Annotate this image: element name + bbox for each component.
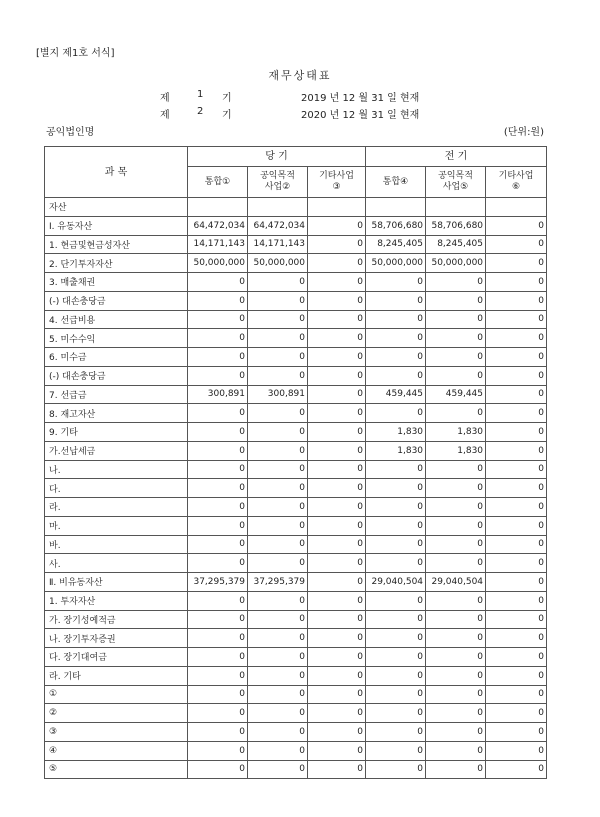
col-header-other-business-previous: 기타사업 ⑥ (486, 167, 547, 198)
row-label: (-) 대손충당금 (45, 291, 188, 310)
row-label: Ⅱ. 비유동자산 (45, 573, 188, 592)
cell-total-previous: 8,245,405 (366, 235, 426, 254)
cell-other-business-previous: 0 (486, 216, 547, 235)
cell-other-business-previous: 0 (486, 348, 547, 367)
row-label: 라. (45, 498, 188, 517)
cell-total-current: 14,171,143 (188, 235, 248, 254)
cell-public-purpose-previous: 0 (426, 648, 486, 667)
cell-other-business-current: 0 (308, 610, 366, 629)
cell-total-current: 0 (188, 554, 248, 573)
cell-total-current: 300,891 (188, 385, 248, 404)
cell-total-current: 0 (188, 648, 248, 667)
col-header-other-business-current: 기타사업 ③ (308, 167, 366, 198)
cell-other-business-current: 0 (308, 666, 366, 685)
cell-other-business-current: 0 (308, 310, 366, 329)
cell-public-purpose-current: 0 (248, 535, 308, 554)
cell-other-business-current: 0 (308, 460, 366, 479)
cell-other-business-current: 0 (308, 254, 366, 273)
cell-other-business-current: 0 (308, 629, 366, 648)
table-row (45, 479, 547, 498)
period-2-label: 제 (160, 110, 170, 121)
cell-other-business-current: 0 (308, 329, 366, 348)
row-label: Ⅰ. 유동자산 (45, 216, 188, 235)
cell-other-business-current: 0 (308, 498, 366, 517)
cell-public-purpose-current: 0 (248, 554, 308, 573)
cell-other-business-current: 0 (308, 366, 366, 385)
cell-other-business-current: 0 (308, 648, 366, 667)
table-row (45, 554, 547, 573)
cell-total-current: 0 (188, 423, 248, 442)
cell-public-purpose-previous: 0 (426, 610, 486, 629)
period-1-unit: 기 (222, 93, 232, 104)
cell-total-previous: 0 (366, 704, 426, 723)
row-label: 다. (45, 479, 188, 498)
table-row (45, 516, 547, 535)
cell-public-purpose-previous: 1,830 (426, 423, 486, 442)
cell-public-purpose-previous: 0 (426, 329, 486, 348)
cell-other-business-current: 0 (308, 216, 366, 235)
cell-other-business-current: 0 (308, 554, 366, 573)
table-row (45, 704, 547, 723)
cell-public-purpose-previous: 0 (426, 291, 486, 310)
cell-public-purpose-current: 0 (248, 460, 308, 479)
col-header-public-purpose-previous: 공익목적 사업⑤ (426, 167, 486, 198)
cell-total-previous: 0 (366, 348, 426, 367)
cell-public-purpose-current: 0 (248, 329, 308, 348)
cell-public-purpose-current: 0 (248, 629, 308, 648)
row-label: 사. (45, 554, 188, 573)
table-row (45, 666, 547, 685)
row-label: 바. (45, 535, 188, 554)
previous-period-header: 전 기 (366, 147, 547, 167)
cell-total-current: 0 (188, 535, 248, 554)
cell-total-current: 0 (188, 741, 248, 760)
cell-total-previous: 0 (366, 648, 426, 667)
cell-public-purpose-previous: 0 (426, 723, 486, 742)
cell-other-business-previous: 0 (486, 741, 547, 760)
cell-total-current: 0 (188, 460, 248, 479)
row-label: 1. 투자자산 (45, 591, 188, 610)
table-row (45, 441, 547, 460)
cell-other-business-previous: 0 (486, 704, 547, 723)
period-2-number: 2 (197, 106, 204, 117)
cell-public-purpose-previous: 50,000,000 (426, 254, 486, 273)
cell-total-previous (366, 198, 426, 217)
cell-public-purpose-previous: 0 (426, 498, 486, 517)
cell-other-business-previous: 0 (486, 460, 547, 479)
table-row (45, 254, 547, 273)
row-label: 다. 장기대여금 (45, 648, 188, 667)
cell-total-current: 0 (188, 441, 248, 460)
table-row (45, 741, 547, 760)
cell-total-previous: 0 (366, 535, 426, 554)
cell-public-purpose-previous: 0 (426, 760, 486, 779)
cell-total-current: 0 (188, 760, 248, 779)
cell-total-current: 0 (188, 629, 248, 648)
cell-public-purpose-previous: 0 (426, 404, 486, 423)
cell-public-purpose-previous: 0 (426, 516, 486, 535)
table-row (45, 535, 547, 554)
row-label: ② (45, 704, 188, 723)
row-label: 9. 기타 (45, 423, 188, 442)
table-row (45, 423, 547, 442)
cell-total-previous: 0 (366, 685, 426, 704)
table-row (45, 385, 547, 404)
cell-other-business-previous: 0 (486, 423, 547, 442)
cell-other-business-current: 0 (308, 404, 366, 423)
cell-public-purpose-current: 0 (248, 591, 308, 610)
cell-total-previous: 50,000,000 (366, 254, 426, 273)
cell-total-current: 0 (188, 348, 248, 367)
row-label: 라. 기타 (45, 666, 188, 685)
cell-public-purpose-previous: 0 (426, 348, 486, 367)
balance-sheet-table (44, 146, 547, 779)
cell-other-business-current: 0 (308, 591, 366, 610)
cell-total-previous: 0 (366, 498, 426, 517)
cell-total-previous: 0 (366, 291, 426, 310)
cell-total-previous: 459,445 (366, 385, 426, 404)
cell-total-previous: 0 (366, 516, 426, 535)
cell-public-purpose-previous: 0 (426, 554, 486, 573)
cell-public-purpose-previous: 0 (426, 460, 486, 479)
cell-other-business-previous: 0 (486, 648, 547, 667)
period-2-unit: 기 (222, 110, 232, 121)
cell-public-purpose-current: 0 (248, 498, 308, 517)
cell-public-purpose-previous: 0 (426, 666, 486, 685)
cell-total-current: 37,295,379 (188, 573, 248, 592)
cell-public-purpose-previous: 29,040,504 (426, 573, 486, 592)
cell-public-purpose-previous: 0 (426, 629, 486, 648)
cell-total-current: 0 (188, 516, 248, 535)
cell-other-business-previous: 0 (486, 760, 547, 779)
table-row (45, 366, 547, 385)
cell-total-previous: 0 (366, 666, 426, 685)
cell-other-business-current: 0 (308, 516, 366, 535)
cell-total-previous: 0 (366, 310, 426, 329)
cell-public-purpose-current: 0 (248, 516, 308, 535)
cell-other-business-current: 0 (308, 573, 366, 592)
cell-other-business-previous (486, 198, 547, 217)
cell-other-business-current: 0 (308, 273, 366, 292)
cell-public-purpose-current: 0 (248, 723, 308, 742)
row-label: 7. 선급금 (45, 385, 188, 404)
period-1-number: 1 (197, 89, 204, 100)
cell-total-previous: 58,706,680 (366, 216, 426, 235)
cell-other-business-previous: 0 (486, 310, 547, 329)
cell-other-business-previous: 0 (486, 610, 547, 629)
cell-total-current: 0 (188, 291, 248, 310)
cell-total-current: 0 (188, 498, 248, 517)
cell-total-current: 0 (188, 591, 248, 610)
cell-public-purpose-current: 0 (248, 366, 308, 385)
table-row (45, 498, 547, 517)
cell-other-business-current: 0 (308, 291, 366, 310)
cell-public-purpose-current: 0 (248, 666, 308, 685)
cell-other-business-previous: 0 (486, 273, 547, 292)
cell-other-business-previous: 0 (486, 573, 547, 592)
cell-total-previous: 0 (366, 366, 426, 385)
period-2-date: 2020 년 12 월 31 일 현재 (301, 110, 420, 121)
table-row (45, 404, 547, 423)
cell-other-business-previous: 0 (486, 404, 547, 423)
table-row (45, 629, 547, 648)
table-row (45, 573, 547, 592)
cell-other-business-previous: 0 (486, 441, 547, 460)
cell-total-previous: 0 (366, 741, 426, 760)
row-label: 4. 선급비용 (45, 310, 188, 329)
cell-other-business-previous: 0 (486, 385, 547, 404)
cell-total-previous: 0 (366, 554, 426, 573)
cell-total-previous: 0 (366, 629, 426, 648)
cell-total-previous: 0 (366, 460, 426, 479)
cell-other-business-previous: 0 (486, 516, 547, 535)
cell-total-previous: 0 (366, 479, 426, 498)
row-label: 나. (45, 460, 188, 479)
cell-total-previous: 1,830 (366, 423, 426, 442)
cell-public-purpose-current (248, 198, 308, 217)
row-label: ⑤ (45, 760, 188, 779)
cell-other-business-previous: 0 (486, 723, 547, 742)
cell-public-purpose-current: 0 (248, 423, 308, 442)
col-header-total-current: 통합① (188, 167, 248, 198)
cell-other-business-current: 0 (308, 723, 366, 742)
cell-other-business-current: 0 (308, 741, 366, 760)
cell-public-purpose-previous: 459,445 (426, 385, 486, 404)
table-row (45, 648, 547, 667)
cell-other-business-current: 0 (308, 535, 366, 554)
cell-total-current: 0 (188, 404, 248, 423)
cell-public-purpose-previous: 1,830 (426, 441, 486, 460)
organization-label: 공익법인명 (46, 127, 95, 138)
row-label: 가.선납세금 (45, 441, 188, 460)
cell-other-business-previous: 0 (486, 329, 547, 348)
table-row (45, 591, 547, 610)
cell-other-business-previous: 0 (486, 235, 547, 254)
cell-total-previous: 1,830 (366, 441, 426, 460)
cell-public-purpose-previous: 0 (426, 704, 486, 723)
row-label: 마. (45, 516, 188, 535)
cell-other-business-previous: 0 (486, 366, 547, 385)
row-label: 1. 현금및현금성자산 (45, 235, 188, 254)
cell-public-purpose-current: 0 (248, 704, 308, 723)
cell-other-business-previous: 0 (486, 666, 547, 685)
cell-public-purpose-current: 0 (248, 685, 308, 704)
cell-public-purpose-current: 0 (248, 441, 308, 460)
table-row (45, 235, 547, 254)
cell-total-current: 0 (188, 685, 248, 704)
cell-other-business-previous: 0 (486, 629, 547, 648)
cell-other-business-previous: 0 (486, 291, 547, 310)
cell-total-current: 0 (188, 329, 248, 348)
col-header-total-previous: 통합④ (366, 167, 426, 198)
table-row (45, 760, 547, 779)
cell-total-current: 0 (188, 479, 248, 498)
table-row (45, 329, 547, 348)
row-label: (-) 대손충당금 (45, 366, 188, 385)
cell-other-business-previous: 0 (486, 479, 547, 498)
row-label: 나. 장기투자증권 (45, 629, 188, 648)
cell-total-previous: 29,040,504 (366, 573, 426, 592)
cell-other-business-previous: 0 (486, 535, 547, 554)
row-label: 3. 매출채권 (45, 273, 188, 292)
table-row (45, 685, 547, 704)
cell-public-purpose-previous: 0 (426, 310, 486, 329)
table-row (45, 273, 547, 292)
row-label: 자산 (45, 198, 188, 217)
cell-other-business-current: 0 (308, 441, 366, 460)
cell-public-purpose-previous: 0 (426, 741, 486, 760)
cell-total-current: 0 (188, 366, 248, 385)
cell-public-purpose-previous: 0 (426, 479, 486, 498)
cell-total-previous: 0 (366, 404, 426, 423)
cell-public-purpose-current: 37,295,379 (248, 573, 308, 592)
cell-total-current: 50,000,000 (188, 254, 248, 273)
cell-other-business-previous: 0 (486, 554, 547, 573)
cell-other-business-previous: 0 (486, 591, 547, 610)
cell-public-purpose-current: 0 (248, 291, 308, 310)
cell-public-purpose-current: 0 (248, 348, 308, 367)
cell-public-purpose-current: 0 (248, 760, 308, 779)
row-label: ④ (45, 741, 188, 760)
row-label: 2. 단기투자자산 (45, 254, 188, 273)
table-row (45, 310, 547, 329)
cell-other-business-current: 0 (308, 479, 366, 498)
cell-public-purpose-previous: 58,706,680 (426, 216, 486, 235)
cell-public-purpose-previous: 0 (426, 591, 486, 610)
cell-other-business-current: 0 (308, 423, 366, 442)
cell-total-current: 0 (188, 666, 248, 685)
cell-other-business-previous: 0 (486, 498, 547, 517)
period-1-date: 2019 년 12 월 31 일 현재 (301, 93, 420, 104)
row-label: ③ (45, 723, 188, 742)
cell-other-business-current: 0 (308, 685, 366, 704)
table-row (45, 291, 547, 310)
cell-total-current: 0 (188, 723, 248, 742)
table-row (45, 198, 547, 217)
cell-total-current: 0 (188, 310, 248, 329)
cell-public-purpose-previous: 8,245,405 (426, 235, 486, 254)
cell-public-purpose-previous: 0 (426, 685, 486, 704)
cell-other-business-current: 0 (308, 235, 366, 254)
cell-public-purpose-previous: 0 (426, 366, 486, 385)
cell-public-purpose-current: 0 (248, 741, 308, 760)
table-row (45, 723, 547, 742)
cell-public-purpose-current: 0 (248, 273, 308, 292)
current-period-header: 당 기 (188, 147, 366, 167)
cell-total-previous: 0 (366, 723, 426, 742)
cell-public-purpose-current: 0 (248, 404, 308, 423)
cell-other-business-previous: 0 (486, 685, 547, 704)
cell-total-previous: 0 (366, 591, 426, 610)
unit-label: (단위:원) (503, 127, 544, 138)
document-title: 재무상태표 (268, 69, 332, 82)
cell-public-purpose-previous: 0 (426, 535, 486, 554)
col-header-public-purpose-current: 공익목적 사업② (248, 167, 308, 198)
cell-other-business-current: 0 (308, 385, 366, 404)
cell-public-purpose-current: 0 (248, 610, 308, 629)
cell-total-previous: 0 (366, 610, 426, 629)
cell-total-current: 0 (188, 704, 248, 723)
row-label: 8. 재고자산 (45, 404, 188, 423)
cell-other-business-current: 0 (308, 348, 366, 367)
table-row (45, 348, 547, 367)
form-tag: [별지 제1호 서식] (36, 48, 115, 59)
cell-public-purpose-current: 50,000,000 (248, 254, 308, 273)
period-1-label: 제 (160, 93, 170, 104)
cell-public-purpose-current: 0 (248, 310, 308, 329)
cell-total-current (188, 198, 248, 217)
table-row (45, 610, 547, 629)
cell-other-business-current: 0 (308, 704, 366, 723)
row-label: 가. 장기성예적금 (45, 610, 188, 629)
cell-public-purpose-current: 0 (248, 648, 308, 667)
row-label: 6. 미수금 (45, 348, 188, 367)
cell-total-previous: 0 (366, 329, 426, 348)
cell-other-business-previous: 0 (486, 254, 547, 273)
table-row (45, 216, 547, 235)
cell-public-purpose-previous: 0 (426, 273, 486, 292)
cell-other-business-current: 0 (308, 760, 366, 779)
cell-other-business-current (308, 198, 366, 217)
cell-public-purpose-current: 300,891 (248, 385, 308, 404)
cell-public-purpose-current: 14,171,143 (248, 235, 308, 254)
table-row (45, 460, 547, 479)
cell-public-purpose-current: 64,472,034 (248, 216, 308, 235)
cell-total-current: 0 (188, 610, 248, 629)
cell-total-current: 64,472,034 (188, 216, 248, 235)
row-label: ① (45, 685, 188, 704)
cell-total-previous: 0 (366, 760, 426, 779)
cell-total-current: 0 (188, 273, 248, 292)
item-header: 과 목 (45, 147, 188, 198)
row-label: 5. 미수수익 (45, 329, 188, 348)
cell-public-purpose-current: 0 (248, 479, 308, 498)
cell-total-previous: 0 (366, 273, 426, 292)
cell-public-purpose-previous (426, 198, 486, 217)
